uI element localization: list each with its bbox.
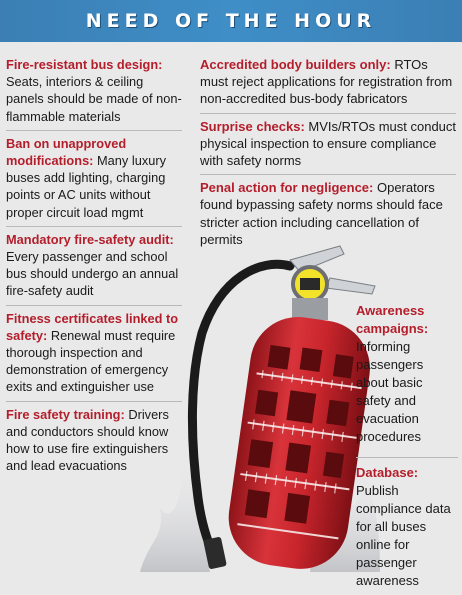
item-text: Publish compliance data for all buses online for passenger awareness (356, 483, 451, 588)
item-text: Many luxury buses add lighting, charging points or AC units without proper circuit load mgmt (6, 153, 166, 220)
list-item (6, 130, 182, 226)
item-text: Operators found bypassing safety norms should face stricter action including cancellation of permits (200, 180, 443, 247)
item-text: Informing passengers about basic safety and evacuation procedures (356, 339, 424, 444)
list-item (200, 56, 456, 113)
item-text: Renewal must require thorough inspection and demonstration of emergency exits and extinguisher use (6, 327, 176, 395)
item-label: Awareness campaigns: (356, 303, 429, 336)
item-label: Penal action for negligence: (200, 180, 374, 196)
item-label: Fire safety training: (6, 406, 125, 422)
item-label: Fitness certificates linked to safety: (6, 310, 179, 343)
item-label: Mandatory fire-safety audit: (6, 231, 174, 247)
left-column (6, 56, 182, 479)
list-item (6, 401, 182, 480)
item-label: Fire-resistant bus design: (6, 57, 163, 72)
item-label: Ban on unapproved modifications: (6, 135, 127, 169)
item-text: Seats, interiors & ceiling panels should be made of non-flammable materials (6, 74, 182, 124)
list-item (6, 56, 182, 130)
list-item (356, 457, 458, 595)
header-banner (0, 0, 462, 42)
item-text: Every passenger and school bus should undergo an annual fire-safety audit (6, 249, 179, 299)
list-item (6, 305, 182, 401)
item-label: Surprise checks: (200, 118, 305, 134)
right-column (200, 56, 456, 253)
item-text: MVIs/RTOs must conduct physical inspection to ensure compliance with safety norms (200, 118, 457, 169)
list-item (356, 302, 458, 451)
list-item (200, 174, 456, 253)
item-text: Drivers and conductors should know how to use fire extinguishers and lead evacuations (6, 406, 169, 474)
item-label: Database: (356, 465, 419, 480)
item-text: RTOs must reject applications for registration from non-accredited bus-body fabricators (200, 57, 453, 107)
item-label: Accredited body builders only: (200, 57, 391, 72)
list-item (200, 113, 456, 175)
list-item (6, 226, 182, 305)
lower-right-column (356, 302, 458, 595)
page-title: NEED OF THE HOUR (85, 10, 377, 32)
